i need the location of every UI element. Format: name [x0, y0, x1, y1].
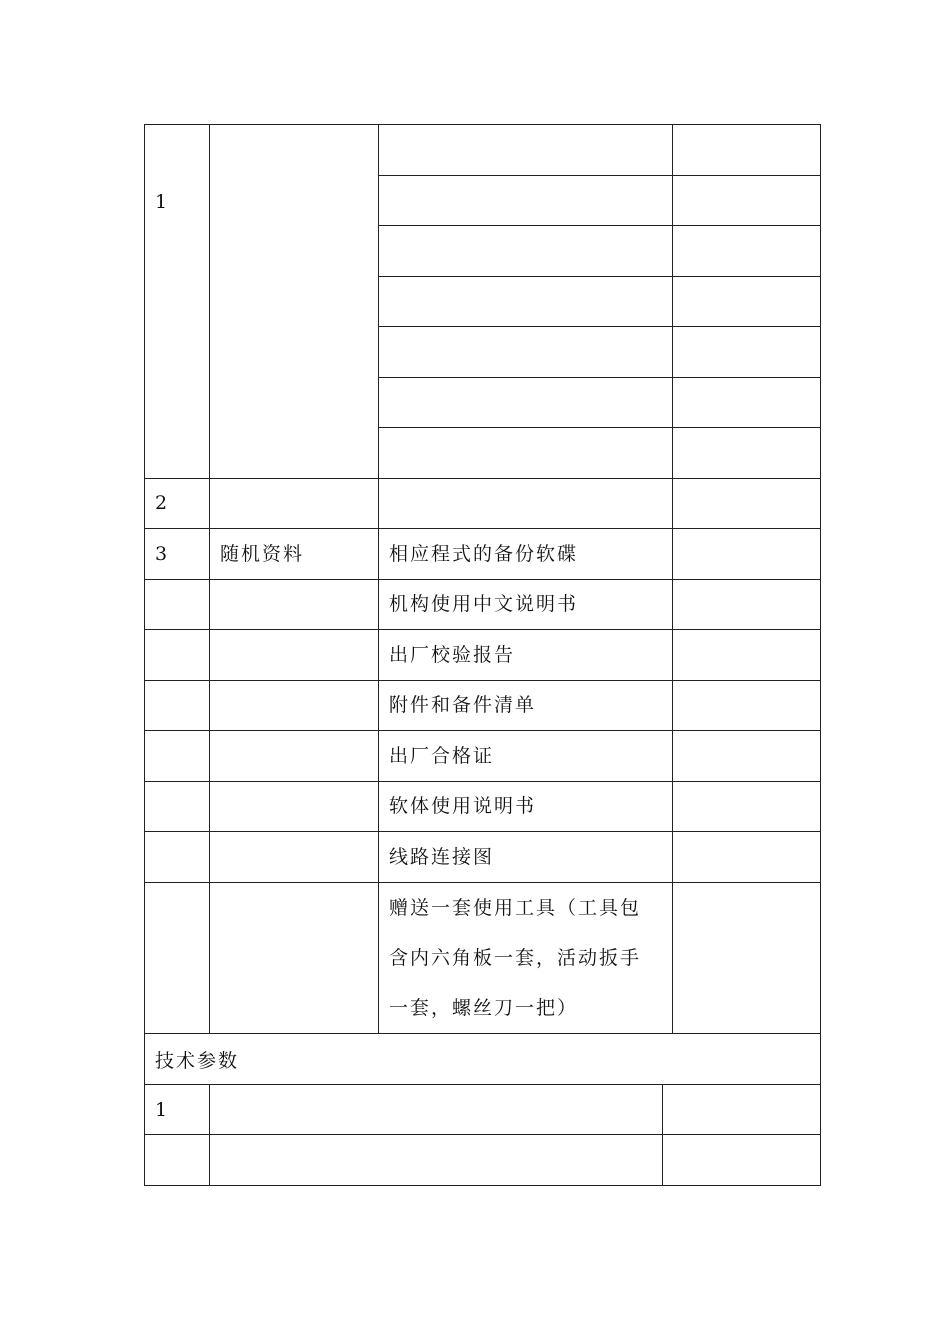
doc-item: 线路连接图	[389, 845, 495, 868]
doc-item: 出厂合格证	[389, 744, 495, 767]
detail-cell	[379, 277, 673, 327]
param-number-cell	[145, 1135, 210, 1186]
remark-cell	[673, 176, 821, 226]
param-number: 1	[155, 1098, 168, 1121]
item-number-cell	[145, 479, 210, 529]
remark-cell	[673, 731, 821, 782]
detail-cell	[379, 428, 673, 479]
detail-cell	[379, 883, 673, 1034]
detail-cell	[379, 378, 673, 428]
item-number: 3	[155, 542, 168, 565]
remark-cell	[673, 226, 821, 277]
item-number: 2	[155, 492, 168, 514]
doc-item: 出厂校验报告	[389, 643, 516, 666]
remark-cell	[673, 428, 821, 479]
item-number-cell	[145, 782, 210, 832]
remark-cell	[673, 277, 821, 327]
doc-item: 机构使用中文说明书	[389, 593, 579, 615]
param-name-cell	[210, 1085, 663, 1135]
detail-cell	[379, 479, 673, 529]
remark-cell	[673, 832, 821, 883]
item-number-cell	[145, 681, 210, 731]
tools-line: 含内六角板一套，活动扳手	[389, 947, 642, 969]
category-cell	[210, 125, 379, 479]
section-heading-cell	[145, 1034, 821, 1085]
category-cell	[210, 681, 379, 731]
param-value-cell	[663, 1085, 821, 1135]
detail-cell	[379, 327, 673, 378]
detail-cell	[379, 731, 673, 782]
detail-cell	[379, 630, 673, 681]
doc-item: 软体使用说明书	[389, 795, 537, 817]
detail-cell	[379, 832, 673, 883]
tech-params-table	[144, 1033, 821, 1186]
tools-line: 赠送一套使用工具（工具包	[389, 897, 642, 919]
category-cell	[210, 782, 379, 832]
detail-cell	[379, 125, 673, 176]
item-number-cell	[145, 529, 210, 580]
remark-cell	[673, 529, 821, 580]
detail-cell	[379, 226, 673, 277]
item-number-cell	[145, 125, 210, 479]
category-cell	[210, 630, 379, 681]
detail-cell	[379, 782, 673, 832]
category-label: 随机资料	[220, 542, 305, 565]
tools-line: 一套，螺丝刀一把）	[389, 997, 579, 1019]
doc-item: 附件和备件清单	[389, 694, 537, 716]
remark-cell	[673, 782, 821, 832]
category-cell	[210, 479, 379, 529]
category-cell	[210, 580, 379, 630]
category-cell	[210, 731, 379, 782]
item-number-cell	[145, 731, 210, 782]
category-cell	[210, 883, 379, 1034]
detail-cell	[379, 681, 673, 731]
item-number-cell	[145, 883, 210, 1034]
item-number: 1	[155, 191, 168, 213]
remark-cell	[673, 630, 821, 681]
category-cell	[210, 529, 379, 580]
remark-cell	[673, 327, 821, 378]
remark-cell	[673, 580, 821, 630]
category-cell	[210, 832, 379, 883]
remark-cell	[673, 479, 821, 529]
section-heading: 技术参数	[155, 1049, 240, 1072]
item-number-cell	[145, 832, 210, 883]
equipment-list-table	[144, 124, 821, 1034]
remark-cell	[673, 681, 821, 731]
remark-cell	[673, 378, 821, 428]
doc-item: 相应程式的备份软碟	[389, 542, 579, 565]
param-value-cell	[663, 1135, 821, 1186]
remark-cell	[673, 883, 821, 1034]
detail-cell	[379, 580, 673, 630]
param-name-cell	[210, 1135, 663, 1186]
param-number-cell	[145, 1085, 210, 1135]
item-number-cell	[145, 630, 210, 681]
detail-cell	[379, 529, 673, 580]
detail-cell	[379, 176, 673, 226]
item-number-cell	[145, 580, 210, 630]
remark-cell	[673, 125, 821, 176]
